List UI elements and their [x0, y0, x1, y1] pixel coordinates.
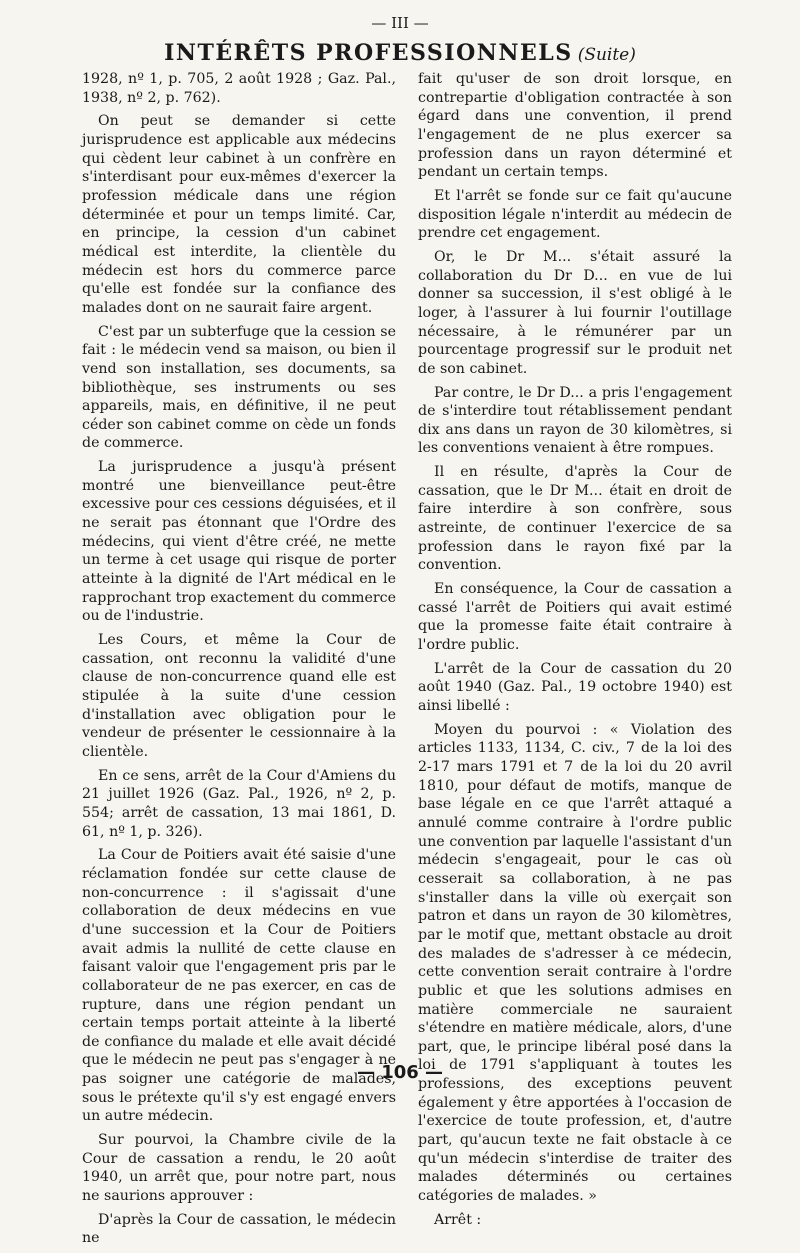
- paragraph: Et l'arrêt se fonde sur ce fait qu'aucune disposition légale n'interdit au médecin de prendre cet engagement.: [418, 187, 732, 242]
- page-header: [0, 40, 800, 66]
- paragraph: Sur pourvoi, la Chambre civile de la Cour de cassation a rendu, le 20 août 1940, un arrêt que, pour notre part, nous ne saurions approuver :: [82, 1132, 396, 1205]
- paragraph: Par contre, le Dr D... a pris l'engagement de s'interdire tout rétablissement pendant dix ans dans un rayon de 30 kilomètres, si les conventions venaient à être rompues.: [418, 384, 732, 457]
- paragraph: Moyen du pourvoi : « Violation des articles 1133, 1134, C. civ., 7 de la loi des 2-17 mars 1791 et 7 de la loi du 20 avril 1810, pour défaut de motifs, manque de base légale en ce que l'arrêt attaqué a annulé comme contraire à l'ordre public une convention par laquelle l'assistant d'un médecin s'engageait, pour le cas où cesserait sa collaboration, à ne pas s'installer dans la ville où exerçait son patron et dans un rayon de 30 kilomètres, par le motif que, mettant obstacle au droit des malades de s'adresser à ce médecin, cette convention serait contraire à l'ordre public et que les solutions admises en matière commerciale ne sauraient s'étendre en matière médicale, alors, d'une part, que, le principe libéral posé dans la loi de 1791 s'appliquant à toutes les professions, des exceptions peuvent également y être apportées à l'occasion de l'exercice de toute profession, et, d'autre part, qu'aucun texte ne fait obstacle à ce qu'un médecin s'interdise de traiter des malades déterminés ou certaines catégories de malades. »: [418, 721, 732, 1205]
- paragraph: L'arrêt de la Cour de cassation du 20 août 1940 (Gaz. Pal., 19 octobre 1940) est ainsi libellé :: [418, 660, 732, 714]
- section-marker: — III —: [371, 14, 429, 32]
- header-suite: (Suite): [577, 45, 636, 65]
- page-number: — 106 —: [356, 1062, 444, 1083]
- paragraph: fait qu'user de son droit lorsque, en contrepartie d'obligation contractée à son égard dans une convention, il prend l'engagement de ne plus exercer sa profession dans un rayon déterminé et pendant un certain temps.: [418, 71, 732, 181]
- right-column: [418, 70, 732, 1234]
- header-title: INTÉRÊTS PROFESSIONNELS: [164, 40, 573, 66]
- paragraph: Il en résulte, d'après la Cour de cassation, que le Dr M... était en droit de faire interdire à son confrère, sous astreinte, de continuer l'exercice de sa profession dans le rayon fixé par la convention.: [418, 464, 732, 574]
- paragraph: D'après la Cour de cassation, le médecin ne: [82, 1211, 396, 1247]
- paragraph: Les Cours, et même la Cour de cassation, ont reconnu la validité d'une clause de non-concurrence quand elle est stipulée à la suite d'une cession d'installation avec obligation pour le vendeur de présenter le cessionnaire à la clientèle.: [82, 632, 396, 760]
- paragraph: 1928, nº 1, p. 705, 2 août 1928 ; Gaz. Pal., 1938, nº 2, p. 762).: [82, 71, 396, 106]
- paragraph: En conséquence, la Cour de cassation a cassé l'arrêt de Poitiers qui avait estimé que la promesse faite était contraire à l'ordre public.: [418, 581, 732, 654]
- paragraph: Arrêt :: [434, 1211, 482, 1228]
- paragraph: La Cour de Poitiers avait été saisie d'une réclamation fondée sur cette clause de non-concurrence : il s'agissait d'une collaboration de deux médecins en vue d'une succession et la Cour de Poitiers avait admis la nullité de cette clause en faisant valoir que l'engagement pris par le collaborateur de ne pas exercer, en cas de rupture, dans une région pendant un certain temps portait atteinte à la liberté de confiance du malade et elle avait décidé que le médecin ne peut pas s'engager à ne pas soigner une catégorie de malades, sous le prétexte qu'il s'y est engagé envers un autre médecin.: [82, 847, 396, 1125]
- paragraph: En ce sens, arrêt de la Cour d'Amiens du 21 juillet 1926 (Gaz. Pal., 1926, nº 2, p. 554; arrêt de cassation, 13 mai 1861, D. 61, nº 1, p. 326).: [82, 767, 396, 840]
- paragraph: On peut se demander si cette jurisprudence est applicable aux médecins qui cèdent leur cabinet à un confrère en s'interdisant pour eux-mêmes d'exercer la profession médicale dans une région déterminée et pour un temps limité. Car, en principe, la cession d'un cabinet médical est interdite, la clientèle du médecin est hors du commerce parce qu'elle est fondée sur la confiance des malades dont on ne saurait faire argent.: [82, 113, 396, 316]
- paragraph: La jurisprudence a jusqu'à présent montré une bienveillance peut-être excessive pour ces cessions déguisées, et il ne serait pas étonnant que l'Ordre des médecins, qui vient d'être créé, ne mette un terme à cet usage qui risque de porter atteinte à la dignité de l'Art médical en le rapprochant trop exactement du commerce ou de l'industrie.: [82, 459, 396, 625]
- paragraph: C'est par un subterfuge que la cession se fait : le médecin vend sa maison, ou bien il vend son installation, ses documents, sa bibliothèque, ses instruments ou ses appareils, mais, en définitive, il ne peut céder son cabinet comme on cède un fonds de commerce.: [82, 323, 396, 452]
- paragraph: Or, le Dr M... s'était assuré la collaboration du Dr D... en vue de lui donner sa succession, il s'est obligé à le loger, à l'assurer à lui fournir l'outillage nécessaire, à le rémunérer par un pourcentage progressif sur le produit net de son cabinet.: [418, 248, 732, 377]
